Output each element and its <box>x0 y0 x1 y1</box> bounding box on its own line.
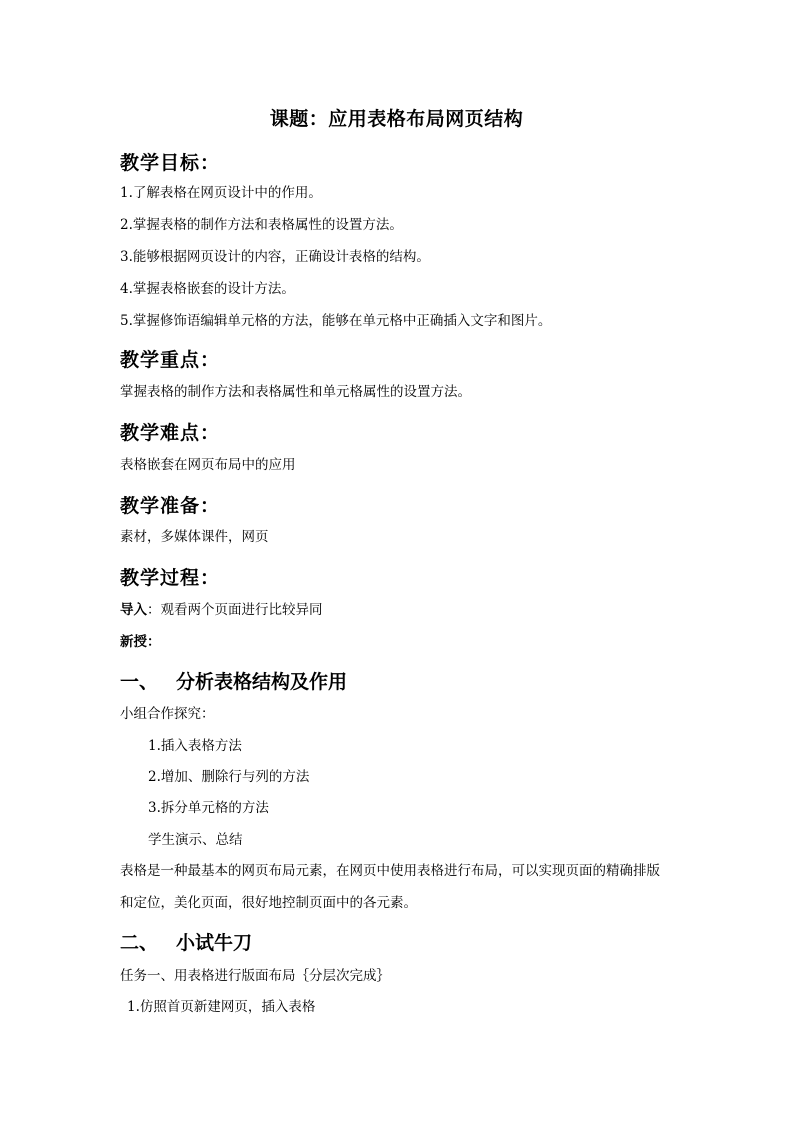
section1-title: 分析表格结构及作用 <box>176 671 348 693</box>
group-item: 3.拆分单元格的方法 <box>148 800 269 816</box>
intro-label: 导入 <box>120 602 147 618</box>
intro-text: ：观看两个页面进行比较异同 <box>147 602 323 618</box>
section2-heading <box>120 928 252 955</box>
section1-number: 一、 <box>120 671 159 693</box>
group-label: 小组合作探究： <box>120 706 215 722</box>
section1-heading <box>120 667 347 694</box>
objective-item: 5.掌握修饰语编辑单元格的方法，能够在单元格中正确插入文字和图片。 <box>120 313 552 329</box>
objective-item: 4.掌握表格嵌套的设计方法。 <box>120 281 295 297</box>
section1-paragraph-line2: 和定位，美化页面，很好地控制页面中的各元素。 <box>120 895 417 911</box>
page-title: 课题：应用表格布局网页结构 <box>269 108 524 130</box>
key-points-text: 掌握表格的制作方法和表格属性和单元格属性的设置方法。 <box>120 384 471 400</box>
task-step: 1.仿照首页新建网页，插入表格 <box>127 999 316 1015</box>
task-one: 任务一、用表格进行版面布局｛分层次完成｝ <box>120 968 390 984</box>
section2-number: 二、 <box>120 932 159 954</box>
difficulties-heading: 教学难点： <box>120 422 221 444</box>
section2-title: 小试牛刀 <box>176 932 253 954</box>
group-item: 学生演示、总结 <box>148 832 243 848</box>
objective-item: 2.掌握表格的制作方法和表格属性的设置方法。 <box>120 217 403 233</box>
objective-item: 3.能够根据网页设计的内容，正确设计表格的结构。 <box>120 249 430 265</box>
preparation-text: 素材，多媒体课件，网页 <box>120 529 269 545</box>
objective-item: 1.了解表格在网页设计中的作用。 <box>120 185 322 201</box>
intro-line <box>120 600 323 620</box>
group-item: 1.插入表格方法 <box>148 738 242 754</box>
section1-paragraph-line1: 表格是一种最基本的网页布局元素，在网页中使用表格进行布局，可以实现页面的精确排版 <box>120 863 660 879</box>
new-lesson-label: 新授： <box>120 634 161 650</box>
objectives-heading: 教学目标： <box>120 152 221 174</box>
process-heading: 教学过程： <box>120 567 221 589</box>
key-points-heading: 教学重点： <box>120 349 221 371</box>
group-item: 2.增加、删除行与列的方法 <box>148 769 310 785</box>
difficulties-text: 表格嵌套在网页布局中的应用 <box>120 457 296 473</box>
preparation-heading: 教学准备： <box>120 495 221 517</box>
